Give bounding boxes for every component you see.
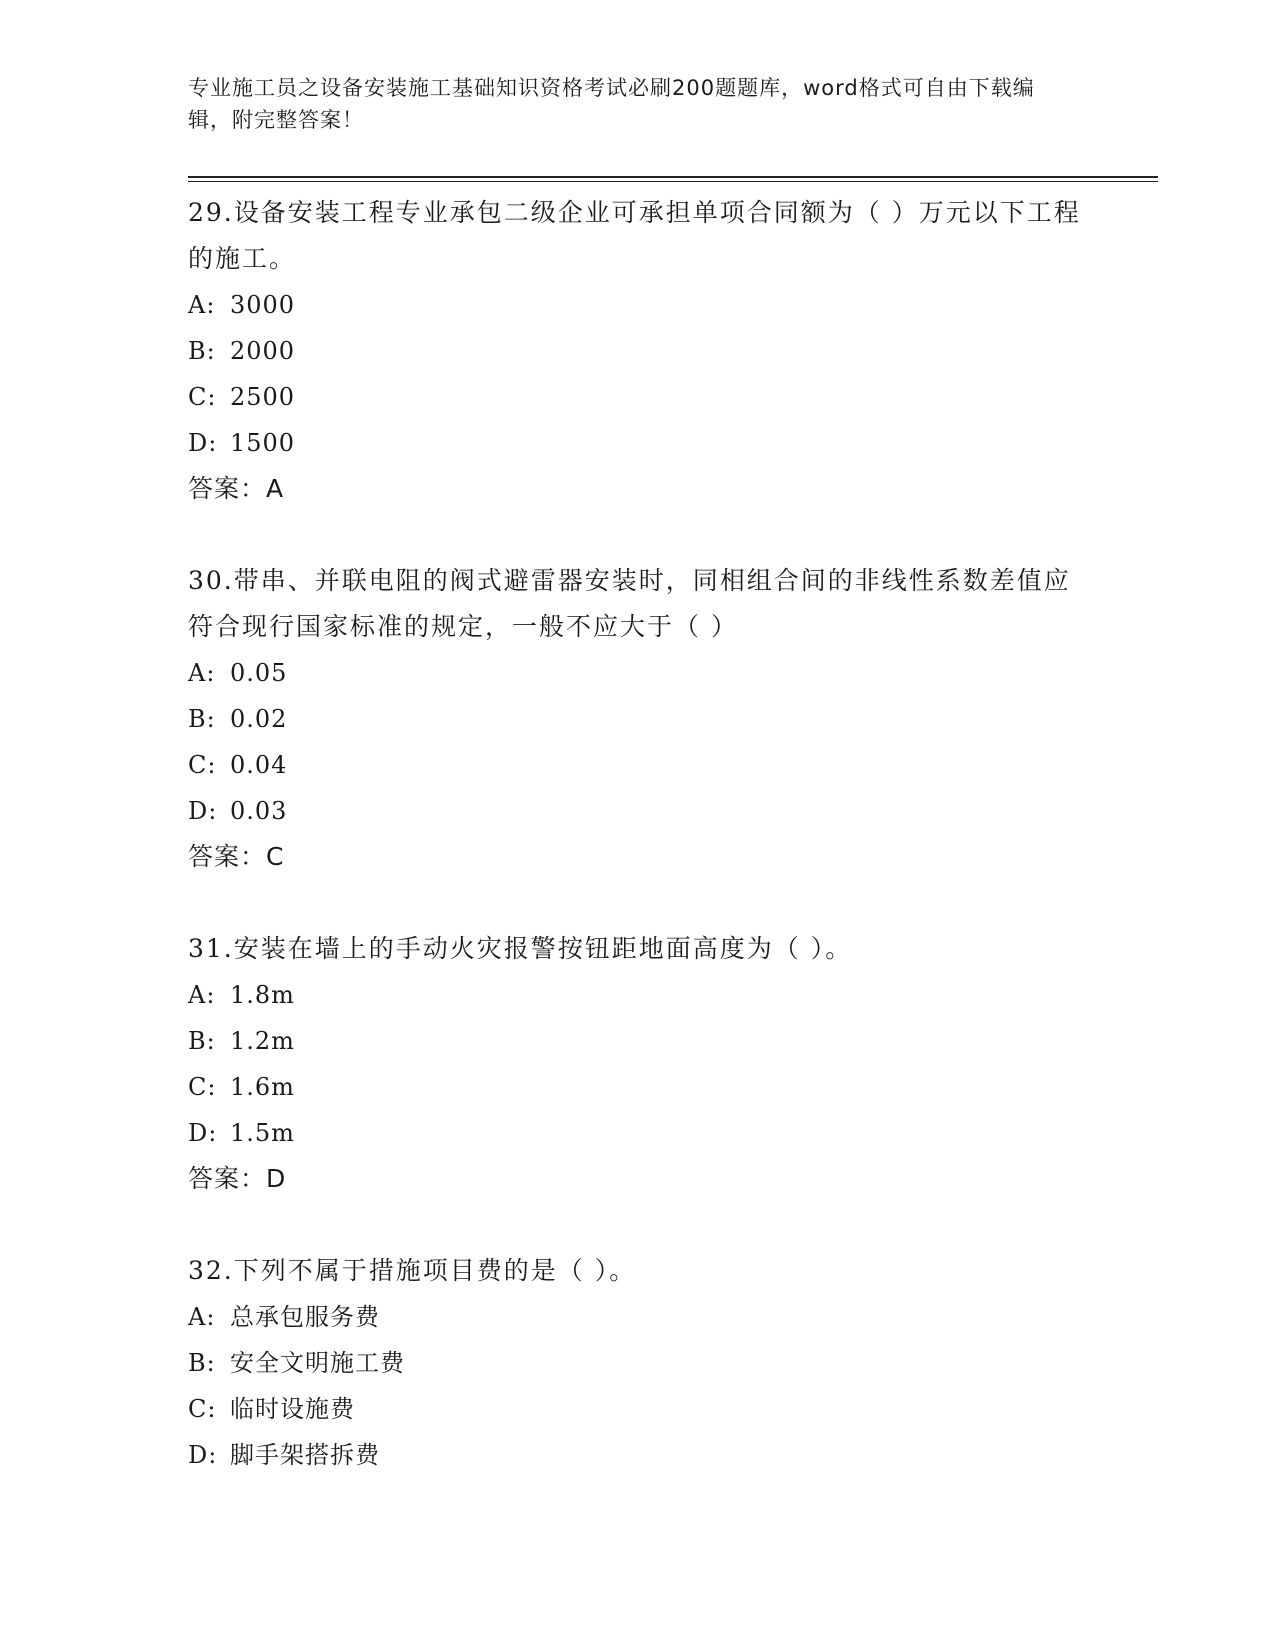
option-text: 0.02 (230, 705, 288, 733)
option-d (188, 1110, 1088, 1156)
answer-line: 答案：C (188, 842, 285, 871)
option-text: 0.03 (230, 797, 288, 825)
option-c (188, 742, 1088, 788)
option-text: 1500 (230, 429, 296, 457)
option-b (188, 696, 1088, 742)
header-divider-thin (188, 181, 1158, 182)
option-letter: D: (188, 429, 218, 457)
question-stem: 32.下列不属于措施项目费的是（ ）。 (188, 1256, 637, 1285)
option-text: 1.8m (230, 981, 295, 1009)
option-letter: A: (188, 659, 216, 687)
option-c (188, 374, 1088, 420)
option-b (188, 328, 1088, 374)
option-d (188, 420, 1088, 466)
option-letter: B: (188, 705, 216, 733)
option-letter: C: (188, 751, 217, 779)
option-a (188, 282, 1088, 328)
option-text: 3000 (230, 291, 296, 319)
question-32 (188, 1248, 1088, 1478)
option-letter: C: (188, 1395, 217, 1423)
option-c (188, 1064, 1088, 1110)
option-text: 1.6m (230, 1073, 295, 1101)
option-text: 1.2m (230, 1027, 295, 1055)
option-text: 临时设施费 (230, 1395, 355, 1423)
option-text: 安全文明施工费 (230, 1349, 405, 1377)
question-stem: 29.设备安装工程专业承包二级企业可承担单项合同额为（ ）万元以下工程的施工。 (188, 198, 1081, 273)
option-letter: B: (188, 1349, 216, 1377)
option-letter: C: (188, 1073, 217, 1101)
option-text: 2500 (230, 383, 296, 411)
option-text: 2000 (230, 337, 296, 365)
header-divider-thick (188, 176, 1158, 178)
option-text: 总承包服务费 (230, 1303, 380, 1331)
option-letter: D: (188, 1441, 218, 1469)
question-list (188, 190, 1088, 1524)
option-letter: D: (188, 797, 218, 825)
option-text: 脚手架搭拆费 (230, 1441, 380, 1469)
question-31 (188, 926, 1088, 1202)
option-letter: B: (188, 1027, 216, 1055)
question-29 (188, 190, 1088, 512)
option-a (188, 972, 1088, 1018)
question-stem: 30.带串、并联电阻的阀式避雷器安装时，同相组合间的非线性系数差值应符合现行国家标准的规定，一般不应大于（ ） (188, 566, 1071, 641)
option-b (188, 1018, 1088, 1064)
option-b (188, 1340, 1088, 1386)
option-text: 1.5m (230, 1119, 295, 1147)
answer-line: 答案：D (188, 1164, 287, 1193)
option-letter: C: (188, 383, 217, 411)
question-30 (188, 558, 1088, 880)
option-d (188, 788, 1088, 834)
option-a (188, 650, 1088, 696)
option-letter: D: (188, 1119, 218, 1147)
option-c (188, 1386, 1088, 1432)
option-a (188, 1294, 1088, 1340)
document-header: 专业施工员之设备安装施工基础知识资格考试必刷200题题库，word格式可自由下载编辑，附完整答案！ (188, 76, 1035, 132)
option-letter: A: (188, 1303, 216, 1331)
answer-line: 答案：A (188, 474, 285, 503)
option-letter: A: (188, 291, 216, 319)
option-letter: B: (188, 337, 216, 365)
question-stem: 31.安装在墙上的手动火灾报警按钮距地面高度为（ ）。 (188, 934, 853, 963)
option-text: 0.04 (230, 751, 288, 779)
option-letter: A: (188, 981, 216, 1009)
option-text: 0.05 (230, 659, 288, 687)
option-d (188, 1432, 1088, 1478)
